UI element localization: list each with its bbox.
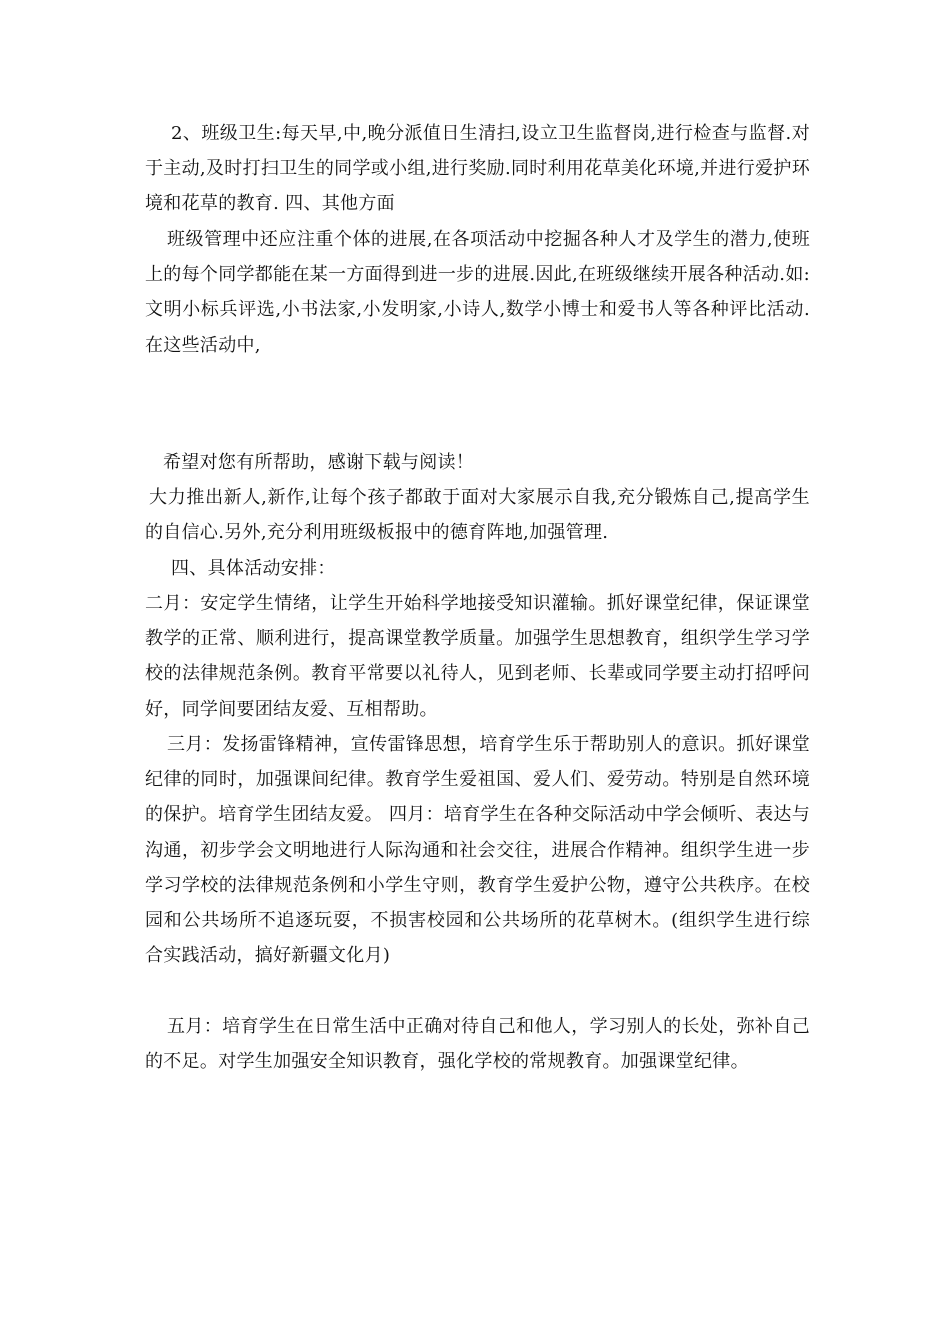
paragraph-class-hygiene: 2、班级卫生:每天早,中,晚分派值日生清扫,设立卫生监督岗,进行检查与监督.对于主动,及时打扫卫生的同学或小组,进行奖励.同时利用花草美化环境,并进行爱护环境和花草的教育. 四、其他方面 <box>145 123 810 215</box>
paragraph-february: 二月：安定学生情绪，让学生开始科学地接受知识灌输。抓好课堂纪律，保证课堂教学的正常、顺利进行，提高课堂教学质量。加强学生思想教育，组织学生学习学校的法律规范条例。教育平常要以礼待人，见到老师、长辈或同学要主动打招呼问好，同学间要团结友爱、互相帮助。 <box>145 593 810 720</box>
paragraph-class-management: 班级管理中还应注重个体的进展,在各项活动中挖掘各种人才及学生的潜力,使班上的每个同学都能在某一方面得到进一步的进展.因此,在班级继续开展各种活动.如:文明小标兵评选,小书法家,小发明家,小诗人,数学小博士和爱书人等各种评比活动.在这些活动中, <box>145 229 810 356</box>
paragraph-promote-new-talent: 大力推出新人,新作,让每个孩子都敢于面对大家展示自我,充分锻炼自己,提高学生的自信心.另外,充分利用班级板报中的德育阵地,加强管理. <box>145 487 810 544</box>
paragraph-may: 五月：培育学生在日常生活中正确对待自己和他人，学习别人的长处，弥补自己的不足。对学生加强安全知识教育，强化学校的常规教育。加强课堂纪律。 <box>145 1016 810 1073</box>
paragraph-march-april: 三月：发扬雷锋精神，宣传雷锋思想，培育学生乐于帮助别人的意识。抓好课堂纪律的同时，加强课间纪律。教育学生爱祖国、爱人们、爱劳动。特别是自然环境的保护。培育学生团结友爱。 四月：培育学生在各种交际活动中学会倾听、表达与沟通，初步学会文明地进行人际沟通和社会交往，进展合作精神。组织学生进一步学习学校的法律规范条例和小学生守则，教育学生爱护公物，遵守公共秩序。在校园和公共场所不追逐玩耍，不损害校园和公共场所的花草树木。(组织学生进行综合实践活动，搞好新疆文化月) <box>145 734 810 967</box>
paragraph-thanks-note: 希望对您有所帮助，感谢下载与阅读！ <box>163 452 475 473</box>
section-heading-activity-schedule: 四、具体活动安排： <box>171 558 336 579</box>
